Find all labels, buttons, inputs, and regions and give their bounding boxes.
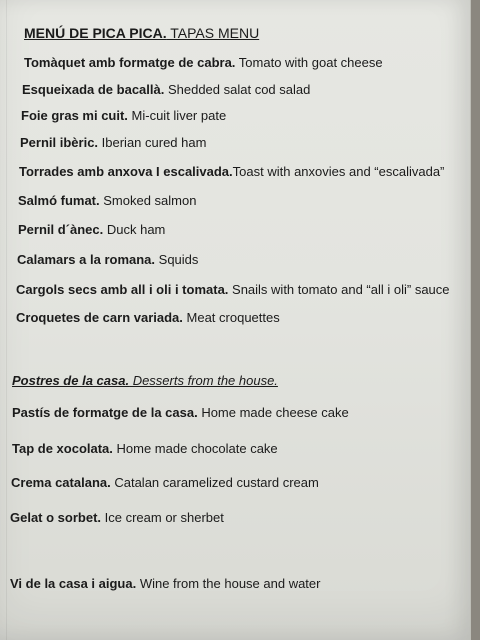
dessert-item-catalan: Gelat o sorbet.	[10, 510, 102, 525]
dessert-item-english: Home made chocolate cake	[112, 441, 278, 456]
drinks-item-english: Wine from the house and water	[136, 576, 321, 591]
menu-item-cargols	[16, 282, 450, 298]
menu-item-english: Mi-cuit liver pate	[127, 108, 227, 123]
menu-title	[24, 25, 259, 41]
dessert-item-catalan: Crema catalana.	[11, 475, 111, 490]
menu-item-catalan: Pernil ibèric.	[20, 135, 99, 150]
menu-title-english: TAPAS MENU	[166, 25, 260, 41]
desserts-heading-english: Desserts from the house.	[129, 373, 278, 388]
menu-item-english: Smoked salmon	[99, 193, 197, 208]
menu-item-catalan: Calamars a la romana.	[17, 252, 156, 267]
dessert-item-crema-catalana	[11, 475, 319, 491]
menu-item-catalan: Tomàquet amb formatge de cabra.	[24, 55, 236, 70]
menu-item-catalan: Esqueixada de bacallà.	[22, 82, 165, 97]
menu-item-torrades	[19, 164, 444, 180]
menu-item-calamars	[17, 252, 198, 268]
menu-item-english: Toast with anxovies and “escalivada”	[232, 164, 445, 179]
menu-item-catalan: Torrades amb anxova I escalivada.	[19, 164, 233, 179]
menu-item-english: Snails with tomato and “all i oli” sauce	[228, 282, 450, 297]
dessert-item-english: Home made cheese cake	[197, 405, 349, 420]
menu-item-salmo	[18, 193, 196, 209]
menu-item-catalan: Pernil d´ànec.	[18, 222, 104, 237]
dessert-item-catalan: Tap de xocolata.	[12, 441, 113, 456]
menu-item-catalan: Croquetes de carn variada.	[16, 310, 183, 325]
dessert-item-pastis	[12, 405, 349, 421]
menu-item-english: Squids	[155, 252, 199, 267]
menu-item-catalan: Salmó fumat.	[18, 193, 100, 208]
dessert-item-english: Catalan caramelized custard cream	[110, 475, 319, 490]
dessert-item-tap-xocolata	[12, 441, 278, 457]
paper-fold-line	[6, 0, 7, 640]
desserts-heading	[12, 373, 278, 389]
menu-item-english: Duck ham	[103, 222, 166, 237]
dessert-item-english: Ice cream or sherbet	[101, 510, 224, 525]
drinks-item	[10, 576, 320, 592]
menu-item-pernil-anec	[18, 222, 165, 238]
menu-item-esqueixada	[22, 82, 310, 98]
dessert-item-gelat	[10, 510, 224, 526]
menu-item-english: Meat croquettes	[182, 310, 280, 325]
menu-item-catalan: Cargols secs amb all i oli i tomata.	[16, 282, 229, 297]
menu-item-croquetes	[16, 310, 280, 326]
menu-item-foie-gras	[21, 108, 226, 124]
menu-item-pernil-iberic	[20, 135, 206, 151]
menu-item-tomaquet	[24, 55, 383, 71]
menu-item-english: Shedded salat cod salad	[164, 82, 311, 97]
menu-item-english: Iberian cured ham	[98, 135, 207, 150]
menu-item-english: Tomato with goat cheese	[235, 55, 383, 70]
drinks-item-catalan: Vi de la casa i aigua.	[10, 576, 137, 591]
desserts-heading-catalan: Postres de la casa.	[12, 373, 130, 388]
dessert-item-catalan: Pastís de formatge de la casa.	[12, 405, 198, 420]
menu-title-catalan: MENÚ DE PICA PICA.	[24, 25, 167, 41]
menu-item-catalan: Foie gras mi cuit.	[21, 108, 128, 123]
